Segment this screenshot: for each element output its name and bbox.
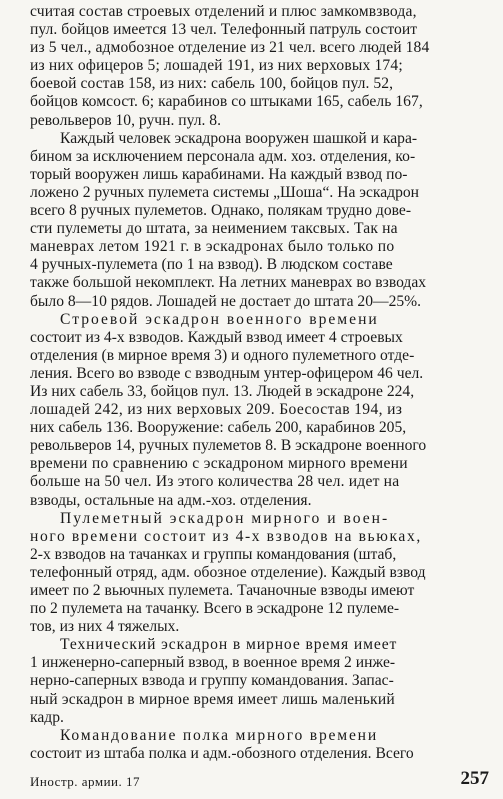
text-line: имеет по 2 вьючных пулемета. Тачаночные взводы имеют (30, 582, 415, 599)
text-line: Из них сабель 33, бойцов пул. 13. Людей в эскадроне 224, (30, 382, 415, 400)
section-heading-line: Строевой эскадрон военного времени (60, 310, 379, 328)
paragraph-4 (30, 510, 496, 637)
text-line: нерно-саперных взвода и группу командования. Запас- (30, 672, 394, 690)
text-line: 2-х взводов на тачанках и группы командования (штаб, (30, 545, 397, 563)
page-number: 257 (460, 768, 489, 789)
text-line: 4 ручных-пулемета (по 1 на взвод). В людском составе (30, 256, 393, 274)
text-line: ложено 2 ручных пулемета системы „Шоша“. На эскадрон (30, 183, 420, 201)
text-line: Каждый человек эскадрона вооружен шашкой и кара- (60, 129, 418, 147)
text-line: тов, из них 4 тяжелых. (30, 618, 180, 636)
paragraph-3 (30, 311, 496, 510)
text-line: телефонный отряд, адм. обозное отделение). Каждый взвод (30, 563, 426, 581)
paragraph-2 (30, 130, 496, 311)
text-line: боевой состав 158, из них: сабель 100, бойцов пул. 52, (30, 75, 394, 93)
text-line: ный эскадрон в мирное время имеет лишь маленький (30, 690, 395, 708)
paragraph-5 (30, 636, 496, 726)
section-heading-line: ного времени состоит из 4-х взводов на вьюках, (30, 527, 422, 545)
page-footer (30, 768, 489, 794)
paragraph-6 (30, 727, 496, 763)
text-line: торый вооружен лишь карабинами. На каждый взвод по- (30, 165, 408, 183)
footer-title: Иностр. армии. 17 (30, 774, 140, 789)
paragraph-1 (30, 3, 496, 130)
text-line: сти пулеметы до штата, за неимением таксвых. Так на (30, 220, 398, 238)
body-text (30, 3, 496, 763)
text-line: револьверов 14, ручных пулеметов 8. В эскадроне военного (30, 437, 427, 455)
section-heading-line: Командование полка мирного времени (60, 726, 378, 744)
text-line: 1 инженерно-саперный взвод, в военное время 2 инже- (30, 654, 396, 672)
text-line: револьверов 10, ручн. пул. 8. (30, 111, 222, 129)
text-line: бином за исключением персонала адм. хоз. отделения, ко- (30, 147, 416, 165)
text-line: бойцов комсост. 6; карабинов со штыками 165, сабель 167, (30, 93, 423, 111)
section-heading-line: Технический эскадрон в мирное время имеет (60, 636, 398, 654)
text-line: пул. бойцов имеется 13 чел. Телефонный патруль состоит (30, 21, 418, 39)
text-line: лошадей 242, из них верховых 209. Боесостав 194, из (30, 401, 403, 419)
text-line: из них офицеров 5; лошадей 191, из них верховых 174; (30, 57, 403, 75)
text-line: всего 8 ручных пулеметов. Однако, полякам трудно дове- (30, 202, 412, 220)
text-line: из 5 чел., адмобозное отделение из 21 чел. всего людей 184 (30, 39, 430, 57)
section-heading-line: Пулеметный эскадрон мирного и воен- (60, 509, 390, 527)
text-line: отделения (в мирное время 3) и одного пулеметного отде- (30, 346, 415, 364)
text-line: было 8—10 рядов. Лошадей не достает до штата 20—25%. (30, 292, 422, 310)
text-line: также большой некомплект. На летних маневрах во взводах (30, 274, 427, 292)
text-line: состоит из 4-х взводов. Каждый взвод имеет 4 строевых (30, 328, 403, 346)
text-line: времени по сравнению с эскадроном мирного времени (30, 455, 408, 473)
text-line: них сабель 136. Вооружение: сабель 200, карабинов 205, (30, 419, 407, 437)
text-line: считая состав строевых отделений и плюс замкомвзвода, (30, 3, 417, 20)
text-line: по 2 пулемета на тачанку. Всего в эскадроне 12 пулеме- (30, 600, 400, 618)
text-line: кадр. (30, 708, 64, 726)
text-line: взводы, остальные на адм.-хоз. отделения. (30, 491, 312, 509)
text-line: больше на 50 чел. Из этого количества 28 чел. идет на (30, 473, 400, 491)
text-line: состоит из штаба полка и адм.-обозного отделения. Всего (30, 744, 414, 762)
text-line: маневрах летом 1921 г. в эскадронах было только по (30, 238, 395, 256)
text-line: ления. Всего во взводе с взводным унтер-офицером 46 чел. (30, 364, 424, 382)
